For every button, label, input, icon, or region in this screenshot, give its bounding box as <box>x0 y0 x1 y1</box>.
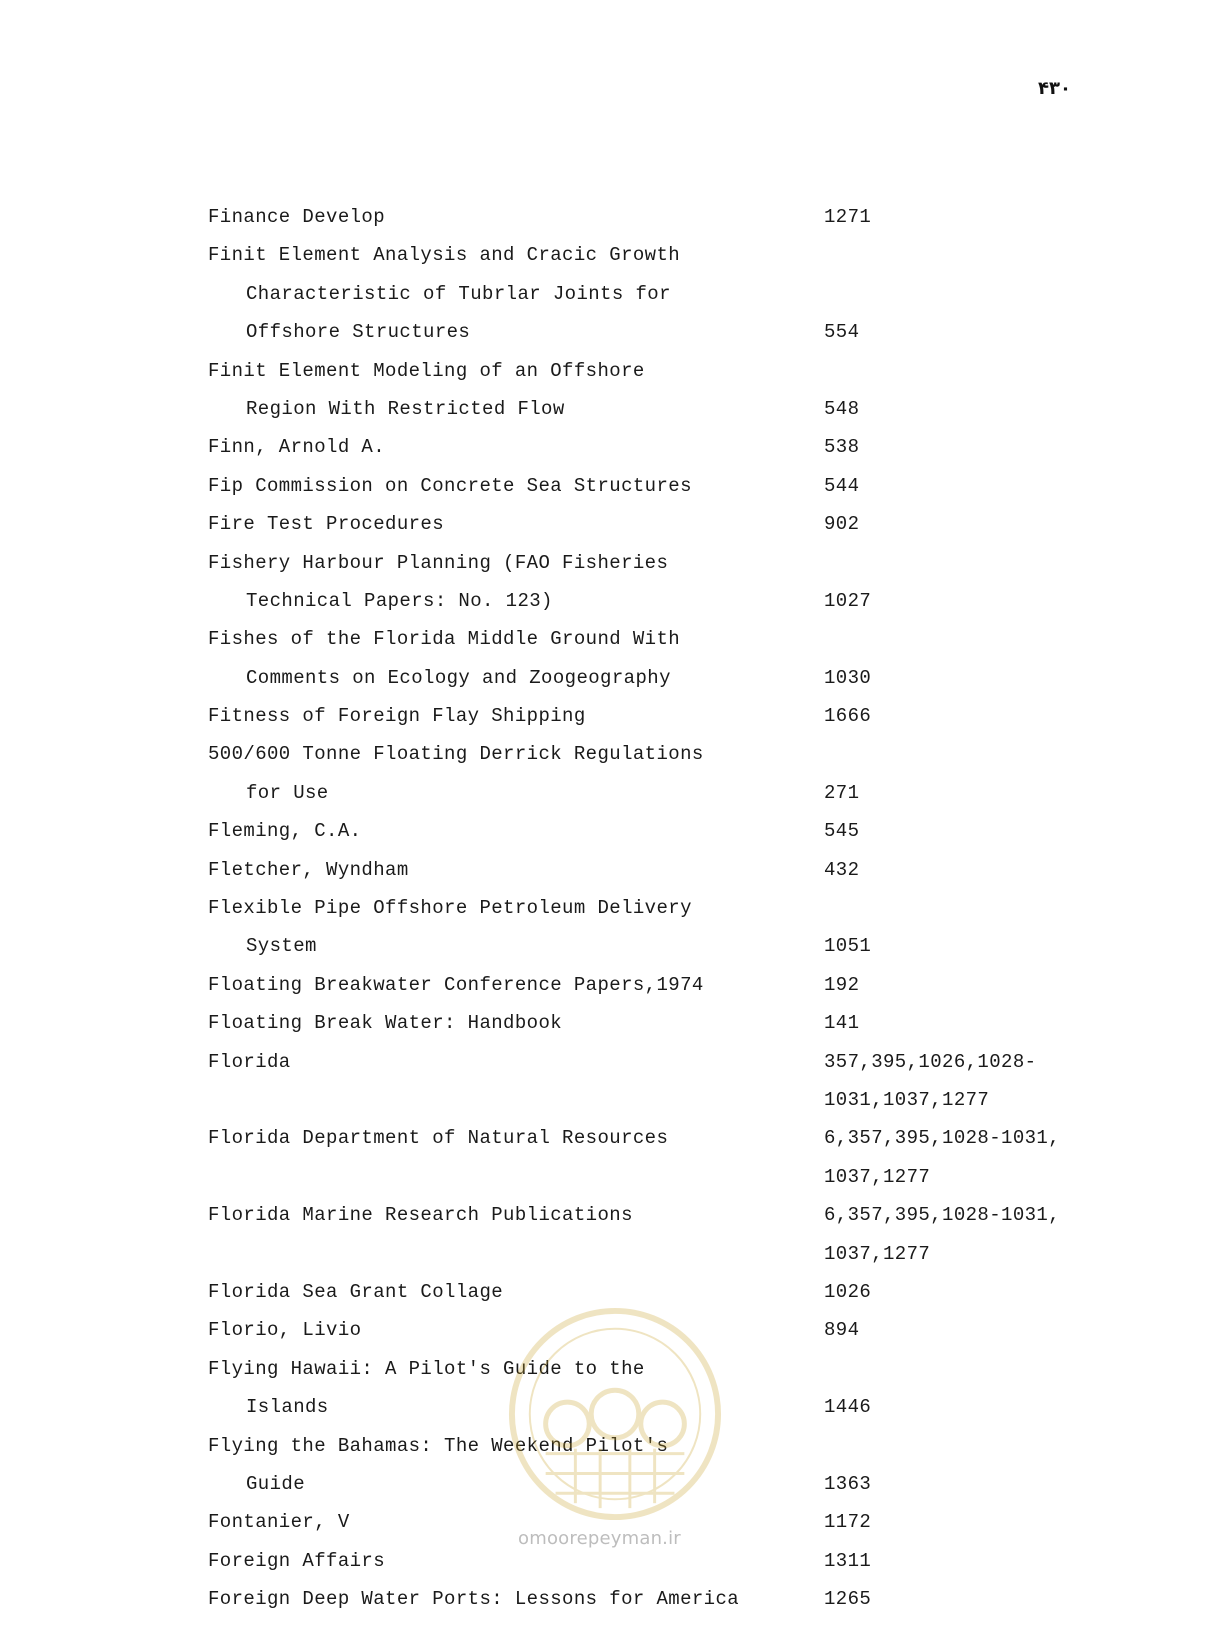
index-entry <box>0 812 1228 850</box>
entry-pages: 1026 <box>824 1280 872 1303</box>
entry-title: Florida Marine Research Publications <box>208 1204 633 1227</box>
index-entry <box>0 697 1228 735</box>
entry-pages: 6,357,395,1028-1031, <box>824 1204 1061 1227</box>
entry-title: Finance Develop <box>208 206 386 228</box>
index-entry <box>0 390 1228 428</box>
index-entry <box>0 1235 1228 1273</box>
entry-title: Florida Sea Grant Collage <box>208 1280 504 1303</box>
entry-pages: 1031,1037,1277 <box>824 1088 990 1111</box>
entry-pages: 545 <box>824 820 860 843</box>
entry-pages: 432 <box>824 858 860 881</box>
entry-pages: 1666 <box>824 705 872 728</box>
index-entry <box>0 1081 1228 1119</box>
entry-pages: 1311 <box>824 1549 872 1572</box>
entry-title: Finn, Arnold A. <box>208 436 386 459</box>
entry-pages: 1363 <box>824 1472 872 1495</box>
entry-title: Region With Restricted Flow <box>246 397 565 420</box>
page-number: ۴۳۰ <box>1038 78 1071 99</box>
entry-title: Comments on Ecology and Zoogeography <box>246 666 671 689</box>
entry-title: Foreign Deep Water Ports: Lessons for America <box>208 1588 740 1611</box>
entry-title: Fletcher, Wyndham <box>208 858 409 881</box>
index-entry <box>0 505 1228 543</box>
entry-pages: 1030 <box>824 666 872 689</box>
entry-pages: 141 <box>824 1012 860 1035</box>
index-entry <box>0 236 1228 274</box>
entry-title: Flexible Pipe Offshore Petroleum Delivery <box>208 897 692 920</box>
entry-pages: 548 <box>824 397 860 420</box>
index-entry <box>0 352 1228 390</box>
entry-pages: 1172 <box>824 1511 872 1534</box>
entry-title: Floating Breakwater Conference Papers,1974 <box>208 973 704 996</box>
entry-pages: 1271 <box>824 206 872 228</box>
index-entry <box>0 1196 1228 1234</box>
entry-pages: 357,395,1026,1028- <box>824 1050 1037 1073</box>
entry-title: Foreign Affairs <box>208 1549 386 1572</box>
entry-pages: 1051 <box>824 935 872 958</box>
entry-title: Fip Commission on Concrete Sea Structures <box>208 474 692 497</box>
entry-title: Floating Break Water: Handbook <box>208 1012 563 1035</box>
entry-title: Fire Test Procedures <box>208 513 445 536</box>
entry-pages: 554 <box>824 321 860 344</box>
entry-pages: 902 <box>824 513 860 536</box>
entry-pages: 894 <box>824 1319 860 1342</box>
index-entry <box>0 1311 1228 1349</box>
entry-title: Florida <box>208 1050 291 1073</box>
index-entry <box>0 1043 1228 1081</box>
index-entry <box>0 1427 1228 1465</box>
index-entry <box>0 851 1228 889</box>
index-entry <box>0 927 1228 965</box>
entry-title: Fishes of the Florida Middle Ground With <box>208 628 681 651</box>
entry-pages: 1446 <box>824 1396 872 1419</box>
index-entry <box>0 1388 1228 1426</box>
index-entry <box>0 659 1228 697</box>
entry-title: System <box>246 935 317 958</box>
index-entry <box>0 1119 1228 1157</box>
index-entry <box>0 774 1228 812</box>
entry-title: Flying the Bahamas: The Weekend Pilot's <box>208 1434 669 1457</box>
entry-pages: 544 <box>824 474 860 497</box>
index-list <box>0 198 1228 1618</box>
entry-title: Florio, Livio <box>208 1319 362 1342</box>
entry-title: Guide <box>246 1472 306 1495</box>
index-entry <box>0 313 1228 351</box>
entry-pages: 538 <box>824 436 860 459</box>
index-entry <box>0 544 1228 582</box>
entry-title: Technical Papers: No. 123) <box>246 589 553 612</box>
index-entry <box>0 1580 1228 1618</box>
entry-pages: 1037,1277 <box>824 1165 931 1188</box>
entry-title: Finit Element Modeling of an Offshore <box>208 359 645 382</box>
index-entry <box>0 428 1228 466</box>
entry-title: Characteristic of Tubrlar Joints for <box>246 282 671 305</box>
entry-title: for Use <box>246 781 329 804</box>
index-entry <box>0 198 1228 236</box>
entry-title: Florida Department of Natural Resources <box>208 1127 669 1150</box>
index-entry <box>0 735 1228 773</box>
entry-title: Fishery Harbour Planning (FAO Fisheries <box>208 551 669 574</box>
index-entry <box>0 1465 1228 1503</box>
index-entry <box>0 582 1228 620</box>
entry-pages: 1037,1277 <box>824 1242 931 1265</box>
entry-pages: 192 <box>824 973 860 996</box>
entry-pages: 1027 <box>824 589 872 612</box>
entry-title: Flying Hawaii: A Pilot's Guide to the <box>208 1357 645 1380</box>
entry-title: Offshore Structures <box>246 321 471 344</box>
entry-title: Islands <box>246 1396 329 1419</box>
entry-title: Fontanier, V <box>208 1511 350 1534</box>
entry-title: Fleming, C.A. <box>208 820 362 843</box>
index-entry <box>0 1273 1228 1311</box>
index-entry <box>0 889 1228 927</box>
index-entry <box>0 620 1228 658</box>
index-entry <box>0 275 1228 313</box>
index-entry <box>0 1158 1228 1196</box>
entry-pages: 1265 <box>824 1588 872 1611</box>
index-entry <box>0 966 1228 1004</box>
index-entry <box>0 1004 1228 1042</box>
index-entry <box>0 467 1228 505</box>
entry-pages: 271 <box>824 781 860 804</box>
entry-title: Fitness of Foreign Flay Shipping <box>208 705 586 728</box>
watermark-text: omoorepeyman.ir <box>518 1528 681 1549</box>
index-entry <box>0 1350 1228 1388</box>
entry-pages: 6,357,395,1028-1031, <box>824 1127 1061 1150</box>
entry-title: 500/600 Tonne Floating Derrick Regulations <box>208 743 704 766</box>
entry-title: Finit Element Analysis and Cracic Growth <box>208 244 681 267</box>
